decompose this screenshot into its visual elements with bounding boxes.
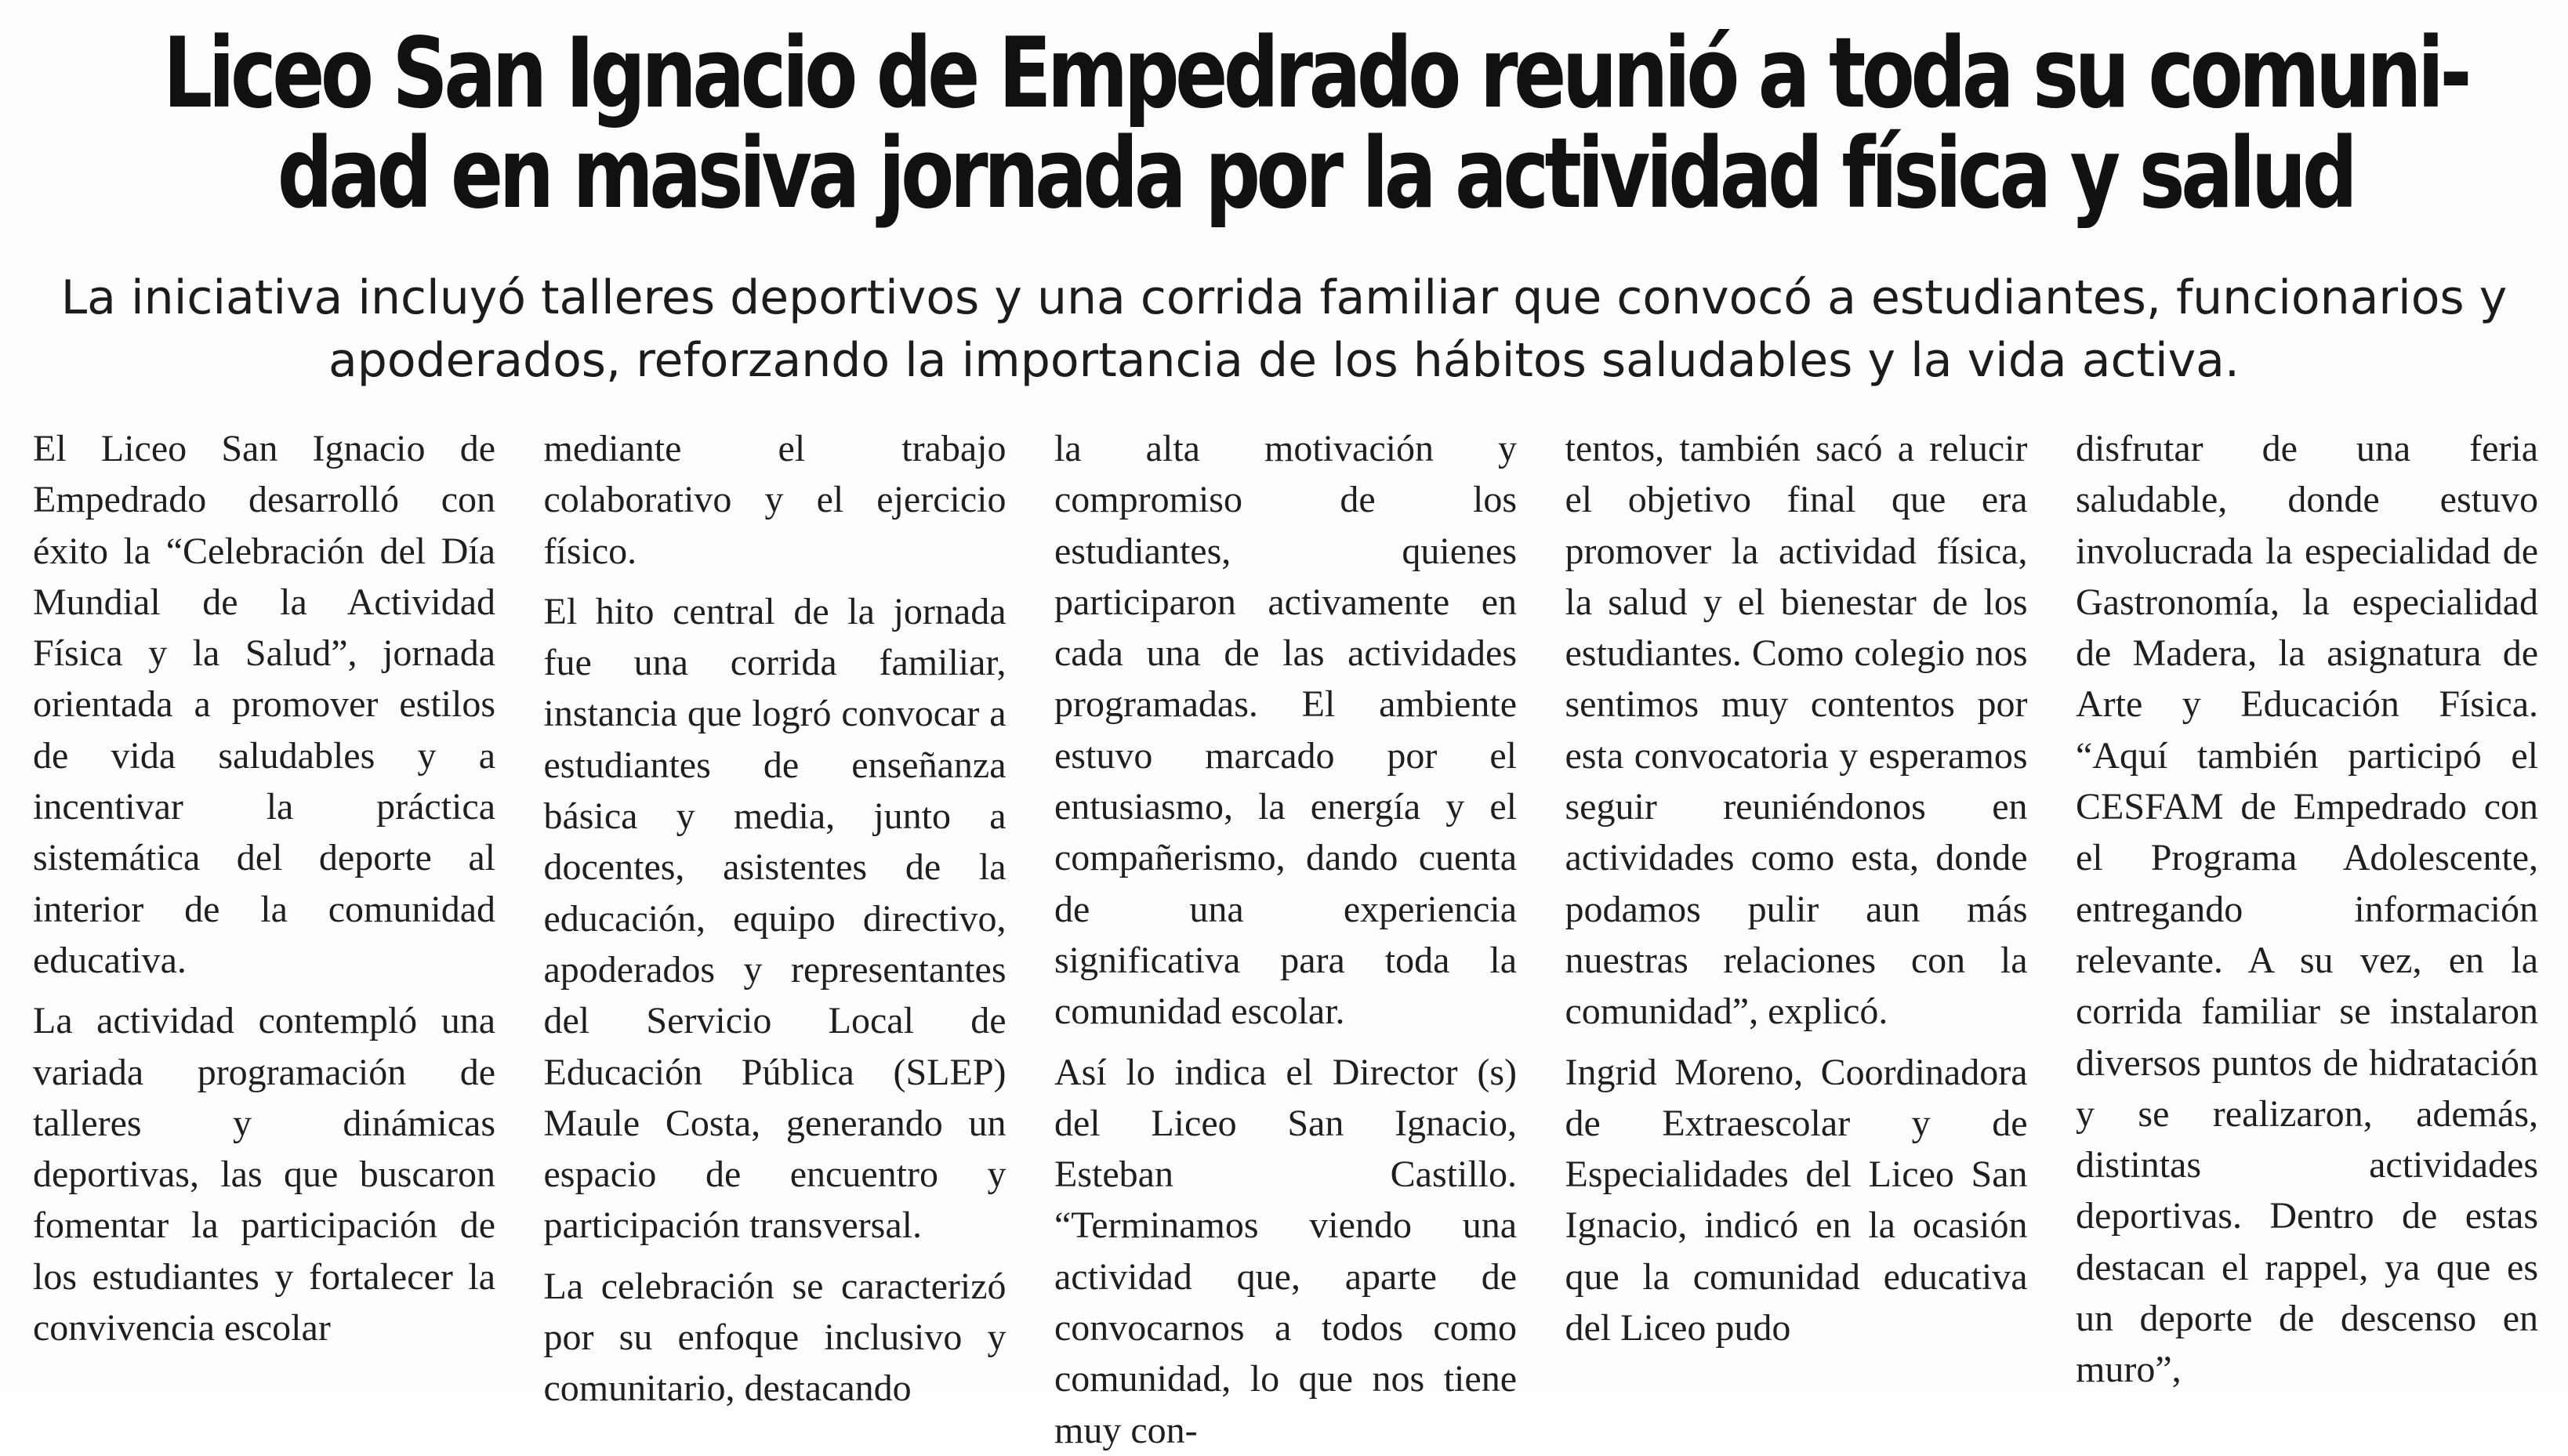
paragraph: Ingrid Moreno, Coordinadora de Extraescolar y de Especialidades del Liceo San Ignacio, indicó en la ocasión que la comunidad educativa del Liceo pudo — [1565, 1051, 2028, 1349]
paragraph: disfrutar de una feria saludable, donde estuvo involucrada la especialidad de Gastronomía, la especialidad de Madera, la asignatura de Arte y Educación Física. “Aquí también participó el CESFAM de Empedrado con el Programa Adolescente, entregando información relevante. A su vez, en la corrida familiar se instalaron diversos puntos de hidratación y se realizaron, además, distintas actividades deportivas. Dentro de estas destacan el rappel, ya que es un deporte de descenso en muro”, — [2076, 428, 2538, 1391]
text-column-1 — [33, 423, 495, 1387]
paragraph: mediante el trabajo colaborativo y el ejercicio físico. — [543, 428, 1007, 572]
paragraph: tentos, también sacó a relucir el objetivo final que era promover la actividad física, la salud y el bienestar de los estudiantes. Como colegio nos sentimos muy contentos por esta convocatoria y esperamos seguir reuniéndonos en actividades como esta, donde podamos pulir aun más nuestras relaciones con la comunidad”, explicó. — [1565, 428, 2028, 1033]
paragraph: Así lo indica el Director (s) del Liceo San Ignacio, Esteban Castillo. “Terminamos viendo una actividad que, aparte de convocarnos a todos como comunidad, lo que nos tiene muy con- — [1054, 1051, 1517, 1451]
article-subheadline: La iniciativa incluyó talleres deportivos y una corrida familiar que convocó a estudiantes, funcionarios y apoderados, reforzando la importancia de los hábitos saludables y la vida activa. — [60, 270, 2508, 388]
headline-line-2: dad en masiva jornada por la actividad física y salud — [277, 118, 2354, 230]
headline-line-1: Liceo San Ignacio de Empedrado reunió a toda su comuni- — [163, 17, 2468, 130]
text-column-2 — [543, 423, 1007, 1410]
paragraph: La celebración se caracterizó por su enfoque inclusivo y comunitario, destacando — [543, 1265, 1007, 1410]
text-column-3 — [1054, 423, 1517, 1451]
text-column-5 — [2076, 423, 2538, 1391]
paragraph: La actividad contempló una variada programación de talleres y dinámicas deportivas, las que buscaron fomentar la participación de los estudiantes y fortalecer la convivencia escolar — [33, 1000, 495, 1349]
text-column-4 — [1565, 423, 2028, 1387]
paragraph: El hito central de la jornada fue una corrida familiar, instancia que logró convocar a estudiantes de enseñanza básica y media, junto a docentes, asistentes de la educación, equipo directivo, apoderados y representantes del Servicio Local de Educación Pública (SLEP) Maule Costa, generando un espacio de encuentro y participación transversal. — [543, 590, 1007, 1247]
article-body — [33, 423, 2538, 1451]
paragraph: El Liceo San Ignacio de Empedrado desarrolló con éxito la “Celebración del Día Mundial de la Actividad Física y la Salud”, jornada orientada a promover estilos de vida saludables y a incentivar la práctica sistemática del deporte al interior de la comunidad educativa. — [33, 428, 495, 981]
paragraph: la alta motivación y compromiso de los estudiantes, quienes participaron activamente en cada una de las actividades programadas. El ambiente estuvo marcado por el entusiasmo, la energía y el compañerismo, dando cuenta de una experiencia significativa para toda la comunidad escolar. — [1054, 428, 1517, 1033]
article-headline — [63, 17, 2568, 230]
